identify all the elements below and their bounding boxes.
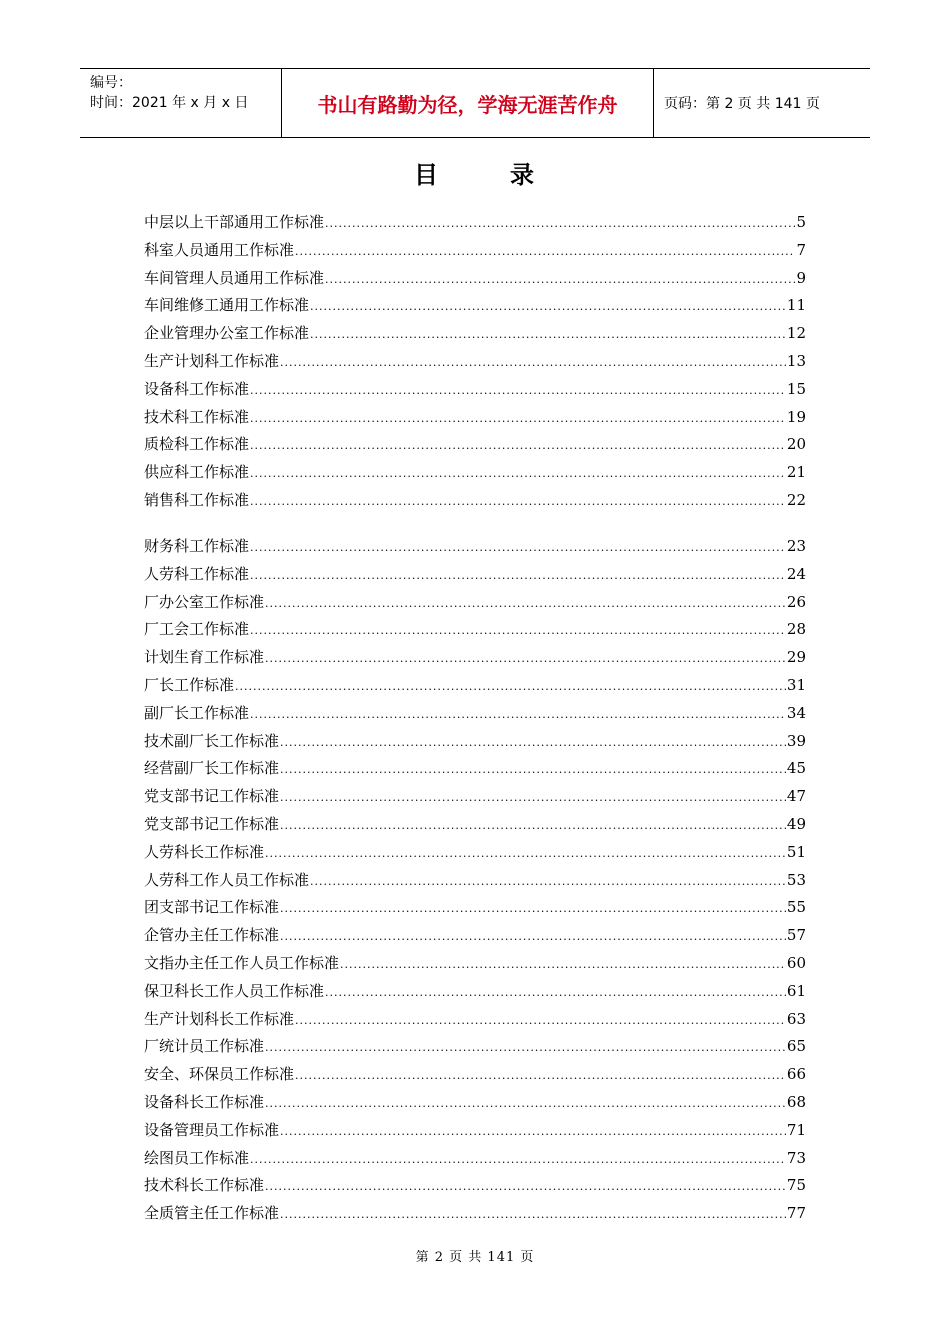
toc-entry-label: 保卫科长工作人员工作标准 (144, 981, 325, 1000)
toc-entry-page: 12 (786, 324, 806, 343)
toc-entry-page: 15 (786, 379, 806, 398)
toc-entry[interactable] (144, 1202, 806, 1230)
toc-entry[interactable] (144, 869, 806, 897)
toc-entry-page: 13 (786, 351, 806, 370)
header-right-cell (654, 69, 870, 137)
toc-entry[interactable] (144, 618, 806, 646)
toc-entry[interactable] (144, 813, 806, 841)
toc-entry[interactable] (144, 896, 806, 924)
toc-leader-dots (250, 412, 786, 425)
toc-leader-dots (325, 217, 795, 230)
toc-entry-label: 财务科工作标准 (144, 537, 250, 555)
toc-leader-dots (340, 958, 786, 971)
toc-entry-label: 中层以上干部通用工作标准 (144, 213, 325, 231)
toc-title-char-1: 目 (414, 161, 440, 189)
toc-leader-dots (250, 1153, 786, 1166)
toc-entry-label: 人劳科工作人员工作标准 (144, 870, 310, 889)
toc-entry-page: 34 (786, 703, 806, 722)
toc-entry-page: 57 (786, 926, 806, 945)
toc-entry[interactable] (144, 702, 806, 730)
toc-title (0, 155, 950, 190)
toc-entry-page: 75 (786, 1176, 806, 1195)
toc-entry-page: 5 (796, 213, 806, 231)
toc-leader-dots (250, 439, 786, 452)
toc-entry-page: 19 (786, 407, 806, 426)
document-header (80, 68, 870, 138)
toc-leader-dots (310, 300, 786, 313)
toc-leader-dots (250, 384, 786, 397)
toc-leader-dots (280, 902, 786, 915)
toc-entry-label: 销售科工作标准 (144, 490, 250, 509)
toc-leader-dots (265, 652, 786, 665)
toc-entry-page: 73 (786, 1148, 806, 1167)
toc-entry[interactable] (144, 267, 806, 295)
toc-entry[interactable] (144, 211, 806, 239)
toc-entry-label: 技术科长工作标准 (144, 1176, 265, 1195)
toc-group-2 (144, 535, 806, 1230)
toc-leader-dots (235, 680, 786, 693)
toc-entry-page: 47 (786, 787, 806, 806)
toc-entry[interactable] (144, 1035, 806, 1063)
toc-leader-dots (325, 986, 786, 999)
toc-entry[interactable] (144, 322, 806, 350)
toc-leader-dots (280, 356, 786, 369)
toc-entry-label: 设备管理员工作标准 (144, 1120, 280, 1139)
toc-entry-label: 副厂长工作标准 (144, 703, 250, 722)
toc-entry[interactable] (144, 489, 806, 517)
toc-entry[interactable] (144, 1091, 806, 1119)
toc-entry-label: 绘图员工作标准 (144, 1148, 250, 1167)
toc-entry-page: 51 (786, 842, 806, 861)
toc-entry-label: 厂工会工作标准 (144, 620, 250, 639)
toc-leader-dots (325, 273, 795, 286)
toc-entry-page: 31 (786, 675, 806, 694)
toc-leader-dots (250, 624, 786, 637)
toc-entry-label: 安全、环保员工作标准 (144, 1065, 295, 1084)
toc-leader-dots (280, 819, 786, 832)
date-label: 时间：2021 年 x 月 x 日 (90, 95, 249, 111)
toc-title-char-2: 录 (510, 161, 536, 189)
toc-entry-page: 11 (786, 296, 806, 315)
toc-entry[interactable] (144, 952, 806, 980)
toc-entry-label: 党支部书记工作标准 (144, 814, 280, 833)
toc-entry-page: 39 (786, 731, 806, 750)
toc-entry-label: 设备科工作标准 (144, 379, 250, 398)
toc-entry-label: 人劳科长工作标准 (144, 842, 265, 861)
toc-leader-dots (250, 541, 786, 554)
toc-entry-label: 厂长工作标准 (144, 675, 235, 694)
toc-entry-page: 65 (786, 1037, 806, 1056)
toc-entry-page: 61 (786, 981, 806, 1000)
toc-entry[interactable] (144, 1147, 806, 1175)
toc-entry[interactable] (144, 757, 806, 785)
toc-leader-dots (250, 495, 786, 508)
toc-entry-label: 厂办公室工作标准 (144, 592, 265, 611)
toc-entry-page: 60 (786, 953, 806, 972)
toc-entry[interactable] (144, 730, 806, 758)
toc-entry-label: 生产计划科工作标准 (144, 351, 280, 370)
toc-leader-dots (280, 930, 786, 943)
page-info: 页码：第 2 页 共 141 页 (664, 96, 820, 112)
toc-entry[interactable] (144, 350, 806, 378)
header-left-cell (80, 69, 281, 137)
toc-leader-dots (265, 847, 786, 860)
motto-text: 书山有路勤为径，学海无涯苦作舟 (317, 92, 618, 117)
toc-leader-dots (295, 1014, 786, 1027)
toc-entry-page: 20 (786, 435, 806, 454)
toc-entry-page: 9 (796, 268, 806, 287)
toc-entry[interactable] (144, 841, 806, 869)
toc-entry-page: 63 (786, 1009, 806, 1028)
toc-entry-label: 技术科工作标准 (144, 407, 250, 426)
toc-entry-page: 45 (786, 759, 806, 778)
toc-leader-dots (265, 597, 786, 610)
toc-entry-page: 77 (786, 1204, 806, 1223)
toc-leader-dots (295, 1069, 786, 1082)
toc-entry[interactable] (144, 239, 806, 267)
toc-entry[interactable] (144, 406, 806, 434)
toc-leader-dots (250, 708, 786, 721)
toc-leader-dots (265, 1097, 786, 1110)
toc-leader-dots (295, 245, 795, 258)
toc-entry-page: 24 (786, 564, 806, 583)
toc-leader-dots (280, 763, 786, 776)
toc-entry-page: 23 (786, 537, 806, 555)
header-motto-cell (281, 69, 654, 137)
toc-entry-page: 28 (786, 620, 806, 639)
toc-entry[interactable] (144, 674, 806, 702)
toc-entry-page: 68 (786, 1092, 806, 1111)
page-footer: 第 2 页 共 141 页 (415, 1250, 535, 1265)
toc-entry[interactable] (144, 535, 806, 563)
toc-entry-label: 车间管理人员通用工作标准 (144, 268, 325, 287)
toc-entry-page: 22 (786, 490, 806, 509)
toc-entry[interactable] (144, 1063, 806, 1091)
toc-leader-dots (280, 791, 786, 804)
toc-leader-dots (265, 1180, 786, 1193)
toc-entry-page: 26 (786, 592, 806, 611)
toc-entry[interactable] (144, 785, 806, 813)
toc-entry[interactable] (144, 646, 806, 674)
toc-leader-dots (265, 1041, 786, 1054)
toc-leader-dots (280, 736, 786, 749)
toc-entry[interactable] (144, 1174, 806, 1202)
toc-entry-label: 计划生育工作标准 (144, 648, 265, 667)
toc-entry-label: 质检科工作标准 (144, 435, 250, 454)
toc-entry-page: 7 (796, 240, 806, 259)
toc-entry[interactable] (144, 378, 806, 406)
toc-entry-page: 21 (786, 463, 806, 482)
toc-entry-label: 车间维修工通用工作标准 (144, 296, 310, 315)
toc-entry-page: 49 (786, 814, 806, 833)
toc-entry-label: 全质管主任工作标准 (144, 1204, 280, 1223)
toc-entry-label: 经营副厂长工作标准 (144, 759, 280, 778)
toc-entry-label: 技术副厂长工作标准 (144, 731, 280, 750)
toc-leader-dots (280, 1125, 786, 1138)
toc-entry[interactable] (144, 563, 806, 591)
toc-entry[interactable] (144, 461, 806, 489)
toc-entry[interactable] (144, 924, 806, 952)
toc-leader-dots (310, 875, 786, 888)
toc-entry[interactable] (144, 294, 806, 322)
toc-leader-dots (280, 1208, 786, 1221)
toc-entry-label: 企管办主任工作标准 (144, 926, 280, 945)
toc-entry-page: 55 (786, 898, 806, 917)
toc-entry-label: 生产计划科长工作标准 (144, 1009, 295, 1028)
toc-entry-label: 企业管理办公室工作标准 (144, 324, 310, 343)
toc-entry-page: 71 (786, 1120, 806, 1139)
toc-entry-label: 人劳科工作标准 (144, 564, 250, 583)
toc-entry-label: 文指办主任工作人员工作标准 (144, 953, 340, 972)
toc-entry-page: 29 (786, 648, 806, 667)
toc-entry[interactable] (144, 1008, 806, 1036)
toc-entry[interactable] (144, 433, 806, 461)
toc-entry[interactable] (144, 1119, 806, 1147)
toc-entry-label: 党支部书记工作标准 (144, 787, 280, 806)
code-label: 编号： (90, 75, 132, 91)
toc-leader-dots (250, 569, 786, 582)
toc-leader-dots (310, 328, 786, 341)
toc-entry-page: 66 (786, 1065, 806, 1084)
toc-entry[interactable] (144, 980, 806, 1008)
toc-entry-page: 53 (786, 870, 806, 889)
toc-group-1 (144, 211, 806, 517)
toc-entry-label: 厂统计员工作标准 (144, 1037, 265, 1056)
toc-leader-dots (250, 467, 786, 480)
toc-entry-label: 供应科工作标准 (144, 463, 250, 482)
toc-entry-label: 团支部书记工作标准 (144, 898, 280, 917)
toc-entry-label: 科室人员通用工作标准 (144, 240, 295, 259)
toc-entry[interactable] (144, 591, 806, 619)
toc-entry-label: 设备科长工作标准 (144, 1092, 265, 1111)
